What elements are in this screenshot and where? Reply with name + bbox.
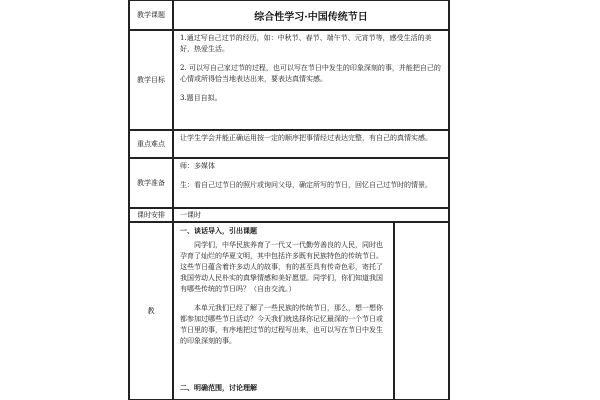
section-heading: 二、明确范围，讨论理解: [180, 383, 257, 392]
goal-item: 1.通过写自己过节的经历，如：中秋节、春节、端午节、元宵节等，感受生活的美好，热爱生活。: [180, 34, 432, 53]
prep-teacher: 师：多媒体: [180, 162, 215, 170]
teach-label: 教: [129, 222, 173, 400]
key-content: [173, 130, 449, 158]
goals-content: [173, 30, 449, 130]
schedule-label: 课时安排: [129, 208, 173, 222]
key-text: 让学生学会并能正确运用按一定的顺序把事情经过表达完整，有自己的真情实感。: [180, 134, 432, 142]
topic-label: 教学课题: [129, 0, 173, 30]
section-heading: 一、谈话导入，引出课题: [180, 226, 257, 235]
goals-label: 教学目标: [129, 30, 173, 130]
prep-label: 教学准备: [129, 158, 173, 208]
goal-item: 3.题目自拟。: [180, 94, 222, 102]
lesson-title: 综合性学习·中国传统节日: [173, 0, 449, 30]
key-label: 重点难点: [129, 130, 173, 158]
teach-paragraph: 同学们，中华民族养育了一代又一代勤劳善良的人民，同时也孕育了灿烂的华夏文明，其中包括许多既有民族特色的传统节日。这些节日蕴含着许多动人的故事，有的甚至具有传奇色彩，寄托了我国劳动人民朴实的真挚情感和美好愿望。同学们，你们知道我国有哪些传统的节日吗？（自由交流。）: [180, 241, 383, 293]
prep-student: 生：看自己过节日的照片或询问父母，确定所写的节日，回忆自己过节时的情景。: [180, 181, 432, 189]
schedule-content: 一课时: [173, 208, 449, 222]
notes-column: [394, 222, 449, 400]
teach-content: [173, 222, 394, 400]
lesson-plan-page: [128, 0, 480, 400]
teach-paragraph: 本单元我们已经了解了一些民族的传统节日，那么，想一想你都参加过哪些节日活动？今天我们就选择你记忆最深的一个节日或节日里的事，有序地把过节的过程写出来，也可以写在节日中发生的印象深刻的事。: [180, 304, 383, 345]
lesson-plan-table: [128, 0, 450, 400]
prep-content: [173, 158, 449, 208]
goal-item: 2. 可以写自己家过节的过程，也可以写在节日中发生的印象深刻的事，并能把自己的心情或所得恰当地表达出来，要表达真情实感。: [180, 64, 441, 83]
